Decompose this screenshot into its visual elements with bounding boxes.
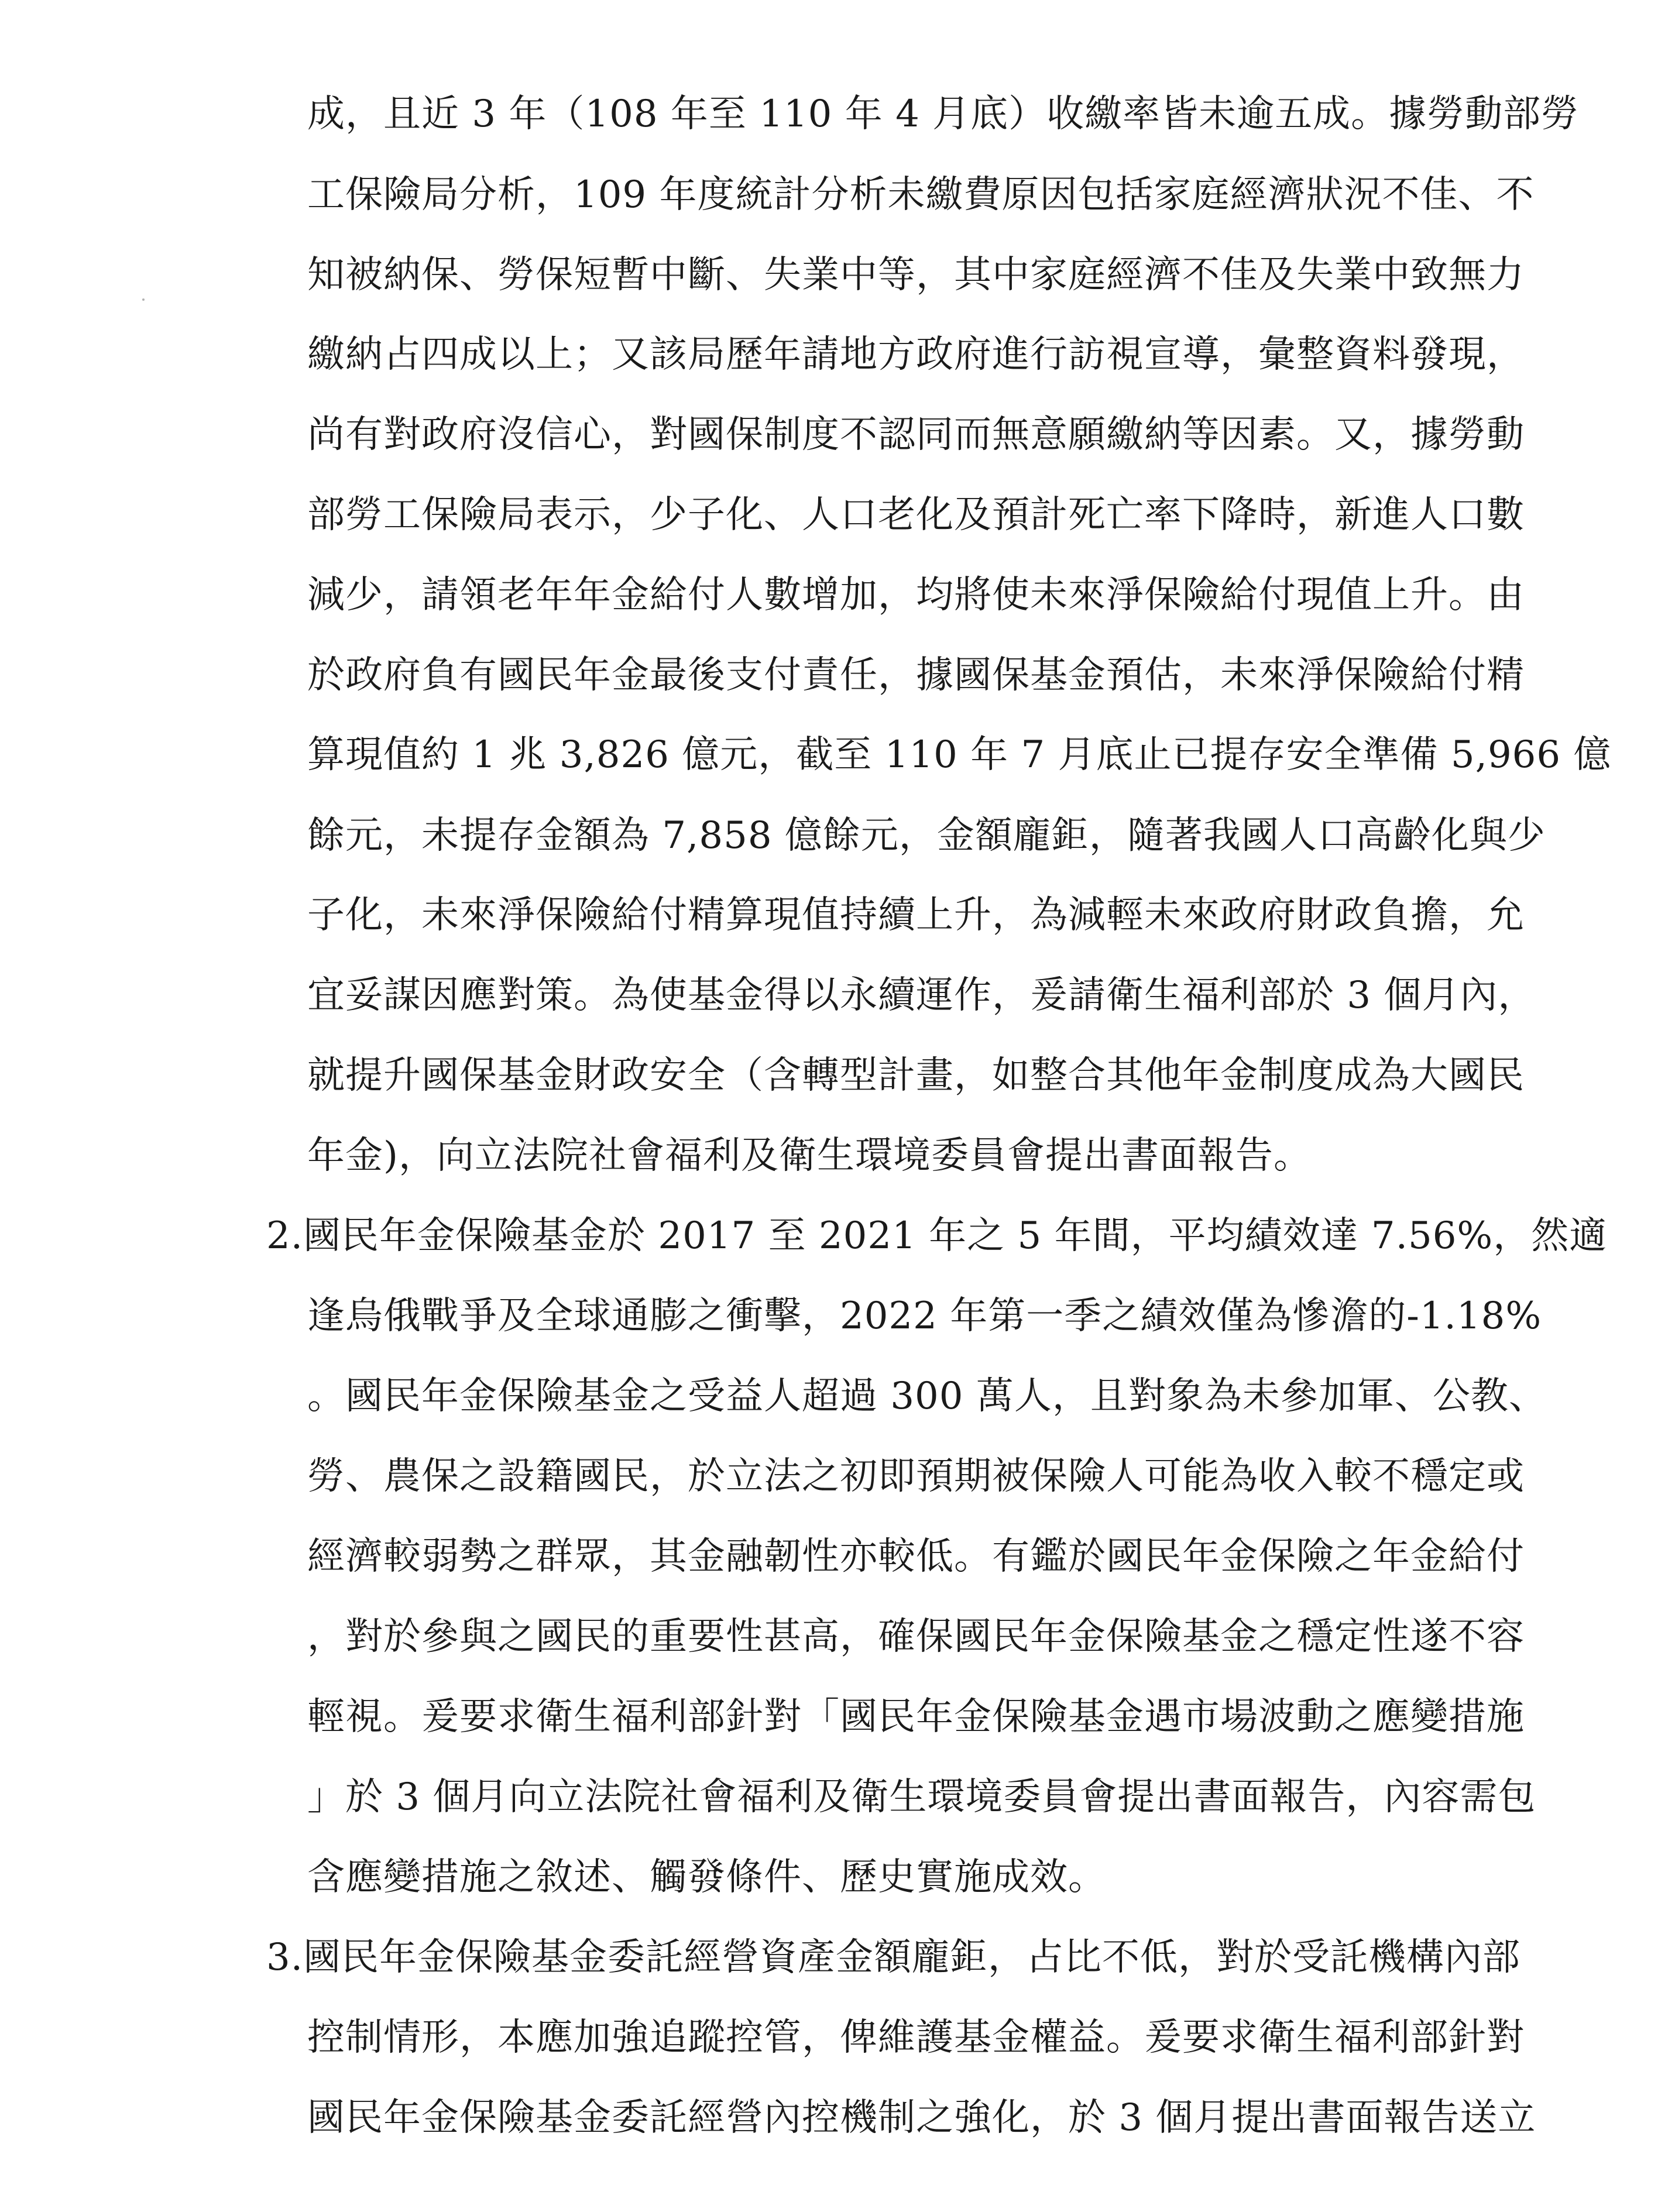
list-item-2-line-4: 勞、農保之設籍國民，於立法之初即預期被保險人可能為收入較不穩定或: [307, 1455, 1525, 1498]
text-line-5: 尚有對政府沒信心，對國保制度不認同而無意願繳納等因素。又，據勞動: [307, 413, 1525, 456]
list-item-2-line-5: 經濟較弱勢之群眾，其金融韌性亦較低。有鑑於國民年金保險之年金給付: [307, 1535, 1525, 1578]
list-item-3-line-2: 控制情形，本應加強追蹤控管，俾維護基金權益。爰要求衛生福利部針對: [307, 2016, 1525, 2059]
text-line-14: 年金)，向立法院社會福利及衛生環境委員會提出書面報告。: [307, 1134, 1312, 1177]
text-line-7: 減少，請領老年年金給付人數增加，均將使未來淨保險給付現值上升。由: [307, 573, 1525, 617]
text-line-9: 算現值約 1 兆 3,826 億元，截至 110 年 7 月底止已提存安全準備 5,966 億: [307, 733, 1612, 777]
list-item-2-line-1: 2.國民年金保險基金於 2017 至 2021 年之 5 年間，平均績效達 7.56%，然適: [266, 1214, 1608, 1258]
text-line-3: 知被納保、勞保短暫中斷、失業中等，其中家庭經濟不佳及失業中致無力: [307, 253, 1525, 297]
list-item-2-line-8: 」於 3 個月向立法院社會福利及衛生環境委員會提出書面報告，內容需包: [307, 1775, 1536, 1819]
list-item-2-line-7: 輕視。爰要求衛生福利部針對「國民年金保險基金遇市場波動之應變措施: [307, 1695, 1525, 1739]
text-line-4: 繳納占四成以上；又該局歷年請地方政府進行訪視宣導，彙整資料發現，: [307, 333, 1525, 376]
text-line-10: 餘元，未提存金額為 7,858 億餘元，金額龐鉅，隨著我國人口高齡化與少: [307, 814, 1546, 857]
text-line-6: 部勞工保險局表示，少子化、人口老化及預計死亡率下降時，新進人口數: [307, 493, 1525, 537]
text-line-13: 就提升國保基金財政安全（含轉型計畫，如整合其他年金制度成為大國民: [307, 1054, 1525, 1097]
text-line-11: 子化，未來淨保險給付精算現值持續上升，為減輕未來政府財政負擔，允: [307, 894, 1525, 937]
text-line-8: 於政府負有國民年金最後支付責任，據國保基金預估，未來淨保險給付精: [307, 654, 1525, 697]
list-item-3-line-1: 3.國民年金保險基金委託經營資產金額龐鉅，占比不低，對於受託機構內部: [266, 1936, 1521, 1979]
list-item-2-line-6: ，對於參與之國民的重要性甚高，確保國民年金保險基金之穩定性遂不容: [307, 1615, 1525, 1658]
text-line-2: 工保險局分析，109 年度統計分析未繳費原因包括家庭經濟狀況不佳、不: [307, 173, 1535, 217]
list-item-2-line-3: 。國民年金保險基金之受益人超過 300 萬人，且對象為未參加軍、公教、: [307, 1375, 1547, 1418]
list-item-2-line-9: 含應變措施之敘述、觸發條件、歷史實施成效。: [307, 1856, 1106, 1899]
list-item-3-line-3: 國民年金保險基金委託經營內控機制之強化，於 3 個月提出書面報告送立: [307, 2096, 1536, 2139]
text-line-12: 宜妥謀因應對策。為使基金得以永續運作，爰請衛生福利部於 3 個月內，: [307, 974, 1536, 1017]
text-line-1: 成，且近 3 年（108 年至 110 年 4 月底）收繳率皆未逾五成。據勞動部勞: [307, 92, 1580, 136]
list-item-2-line-2: 逢烏俄戰爭及全球通膨之衝擊，2022 年第一季之績效僅為慘澹的-1.18%: [307, 1294, 1542, 1338]
scan-speck: [142, 298, 145, 301]
